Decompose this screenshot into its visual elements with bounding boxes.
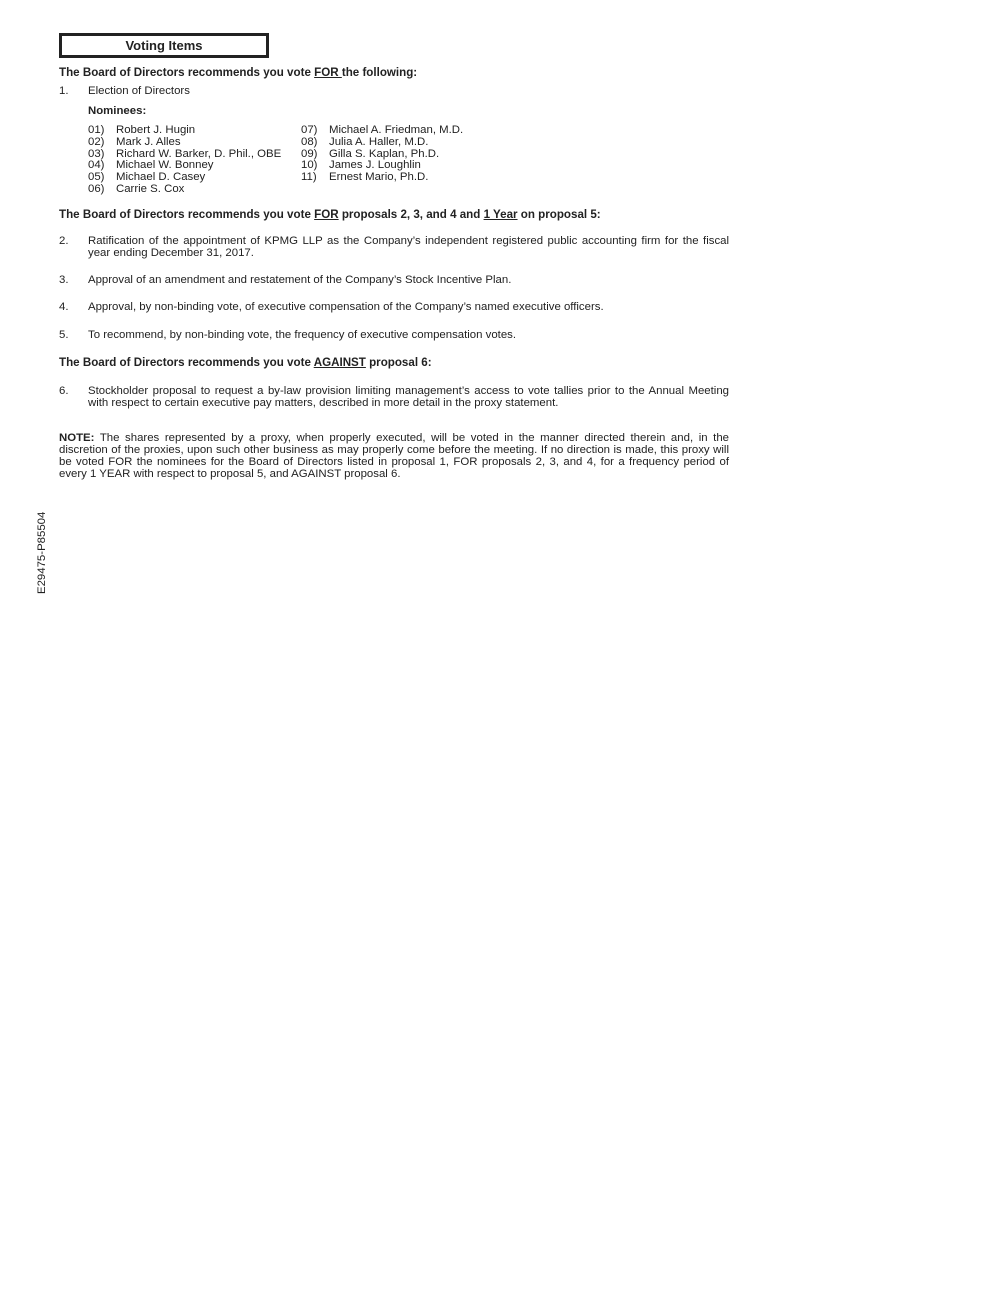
nominee-name: Gilla S. Kaplan, Ph.D. [329, 147, 440, 160]
nominee-row [301, 148, 514, 160]
nominee-name: Michael A. Friedman, M.D. [329, 124, 464, 136]
proposal-number: 3. [59, 273, 69, 286]
heading-text: The Board of Directors recommends you vote [59, 66, 315, 79]
nominee-name: Carrie S. Cox [116, 182, 185, 195]
nominee-number: 01) [88, 124, 105, 136]
proposal-number: 2. [59, 234, 69, 247]
proposal-1 [59, 85, 729, 97]
proposal-number: 5. [59, 328, 69, 341]
nominee-row [88, 124, 301, 136]
heading-text: the following: [341, 66, 418, 79]
proposal-4 [59, 301, 729, 313]
proposal-number: 1. [59, 85, 69, 97]
nominee-row [301, 136, 514, 148]
nominee-number: 04) [88, 159, 105, 172]
proposal-text: Approval, by non-binding vote, of executive compensation of the Company’s named executive officers. [88, 300, 604, 313]
nominee-name: Michael D. Casey [116, 171, 206, 184]
nominee-name: James J. Loughlin [329, 159, 421, 172]
heading-underline: AGAINST [313, 355, 366, 369]
proposal-text: Election of Directors [88, 85, 190, 97]
nominees-column-left [88, 124, 301, 195]
proposal-number: 4. [59, 300, 69, 313]
nominee-number: 07) [301, 124, 318, 136]
nominee-row [88, 159, 301, 171]
heading-text: The Board of Directors recommends you vote [59, 355, 314, 369]
heading-underline: FOR [314, 207, 339, 221]
nominee-number: 03) [88, 147, 105, 160]
document-code: E29475-P85504 [36, 511, 48, 594]
nominee-number: 10) [301, 159, 318, 172]
nominee-row [88, 136, 301, 148]
proposal-6 [59, 385, 729, 409]
proposal-text: Stockholder proposal to request a by-law provision limiting management’s access to vote tallies prior to the Annual Meeting with respect to certain executive pay matters, described in more detail in the proxy statement. [88, 384, 729, 409]
heading-underline: 1 Year [483, 207, 518, 221]
proposal-text: To recommend, by non-binding vote, the frequency of executive compensation votes. [88, 328, 517, 341]
nominee-number: 06) [88, 182, 105, 195]
section-heading-1 [59, 67, 729, 79]
voting-items-page [59, 33, 729, 480]
nominee-row [88, 148, 301, 160]
nominee-name: Richard W. Barker, D. Phil., OBE [116, 147, 282, 160]
section-heading-2 [59, 209, 729, 221]
nominee-row [88, 183, 301, 195]
nominee-row [301, 159, 514, 171]
nominee-name: Mark J. Alles [116, 135, 181, 148]
nominee-number: 05) [88, 171, 105, 184]
note-paragraph [59, 432, 729, 480]
heading-text: The Board of Directors recommends you vote [59, 207, 315, 221]
proposal-3 [59, 274, 729, 286]
heading-underline: FOR [314, 66, 342, 79]
nominee-name: Julia A. Haller, M.D. [329, 135, 429, 148]
proposal-2 [59, 235, 729, 259]
heading-text: proposals 2, 3, and 4 and [338, 207, 484, 221]
nominees-list [88, 124, 729, 195]
nominee-name: Michael W. Bonney [116, 159, 214, 172]
nominee-number: 08) [301, 135, 318, 148]
proposal-text: Ratification of the appointment of KPMG LLP as the Company’s independent registered public accounting firm for the fiscal year ending December 31, 2017. [88, 234, 729, 259]
proposal-text: Approval of an amendment and restatement of the Company’s Stock Incentive Plan. [88, 273, 512, 286]
proposal-5 [59, 329, 729, 341]
nominees-label: Nominees: [88, 105, 147, 117]
nominee-name: Ernest Mario, Ph.D. [329, 171, 429, 184]
nominee-row [88, 171, 301, 183]
nominee-row [301, 171, 514, 183]
nominees-column-right [301, 124, 514, 195]
voting-items-title: Voting Items [59, 33, 269, 58]
note-label: NOTE: [59, 431, 95, 444]
section-heading-3 [59, 357, 729, 369]
nominee-number: 02) [88, 135, 105, 148]
nominee-number: 11) [301, 171, 317, 184]
heading-text: proposal 6: [365, 355, 432, 369]
heading-text: on proposal 5: [517, 207, 601, 221]
note-text: The shares represented by a proxy, when properly executed, will be voted in the manner directed therein and, in the discretion of the proxies, upon such other business as may properly come before the meeting. If no direction is made, this proxy will be voted FOR the nominees for the Board of Directors listed in proposal 1, FOR proposals 2, 3, and 4, for a frequency period of every 1 YEAR with respect to proposal 5, and AGAINST proposal 6. [59, 431, 729, 480]
proposal-number: 6. [59, 384, 69, 397]
nominee-row [301, 124, 514, 136]
nominee-number: 09) [301, 147, 318, 160]
nominee-name: Robert J. Hugin [116, 124, 196, 136]
